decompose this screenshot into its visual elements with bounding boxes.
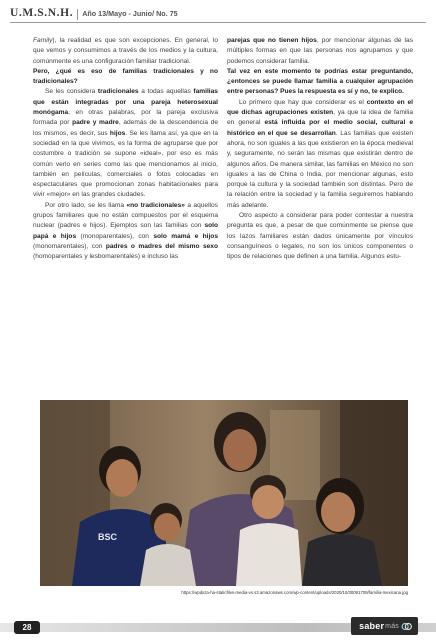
right-paragraph-3: Otro aspecto a considerar para poder contestar a nuestra pregunta es que, a pesar de que comúnmente se piense que los lazos familiares están dados únicamente por vínculos consanguíneos o legales, no son los únicos componentes o tipos de relaciones que definen a una familia. Algunos estu- [227,212,413,261]
header-separator [77,9,78,20]
right-question-heading: Tal vez en este momento te podrías estar preguntando, ¿entonces se puede llamar familia a cualquier agrupación entre personas? Pues la respuesta es sí y no, te explico. [227,67,413,96]
page-number: 28 [14,621,40,634]
left-question-heading: Pero, ¿qué es eso de familias tradicionales y no tradicionales? [33,67,218,86]
logo-main-text: saber [359,621,385,631]
journal-brand: U.M.S.N.H. [10,7,74,19]
header-rule [10,22,426,23]
left-paragraph-1: Family), la realidad es que son excepciones. En general, lo que vemos y consumimos a través de los medios y la cultura, comúnmente es una configuración familiar tradicional. [33,37,218,65]
photo-credit: https://wpdicta-ha-staticfiles-media-vs.s3.amazonaws.com/wp-content/uploads/2020/10/30091709/familia-mexicana.jpg [181,590,408,595]
right-paragraph-1: parejas que no tienen hijos, por mencionar algunas de las múltiples formas en que las personas nos agrupamos y que podemos considerar familia. [227,37,413,65]
logo-mark-icon [401,621,412,632]
sabermas-logo [351,617,418,635]
right-column [227,36,413,263]
right-paragraph-2: Lo primero que hay que considerar es el contexto en el que dichas agrupaciones existen, ya que la idea de familia en general está influida por el medio social, cultural e histórico en el que se desarrollan. Las familias que existen ahora, no son iguales a las que existieron en la época medieval y, seguramente, no serán las mismas que existirán dentro de algunos años. De manera similar, las familias en México no son iguales a las de China o India, por mencionar algunas, esto porque la cultura y la sociedad también son distintas. Pero de la relación entre la sociedad y la familia seguiremos hablando más adelante. [227,98,413,209]
logo-sub-text: más [385,622,399,630]
left-paragraph-2: Se les considera tradicionales a todas aquellas familias que están integradas por una pareja heterosexual monógama, en otras palabras, por la pareja exclusiva formada por padre y madre, además de la descendencia de los mismos, es decir, sus hijos. Se les llama así, ya que en la sociedad en la que vivimos, es la forma de agruparse que por costumbre o tradición se supone «ideal», por eso es más común verlo en series como las que mencionamos al inicio, también en películas, comerciales o fotos colocadas en espectaculares que promocionan zonas habitacionales para vivir «mejor» en las grandes ciudades. [33,88,218,199]
shirt-logo-text: BSC [98,532,118,542]
left-paragraph-3: Por otro lado, se les llama «no tradicionales» a aquellos grupos familiares que no están compuestos por el esquema nuclear (padres e hijos). Ejemplos son las familias con solo papá e hijos (monoparentales), con solo mamá e hijos (monomarentales), con padres o madres del mismo sexo (homoparentales y lesbomarentales) e incluso las [33,201,219,261]
family-photo [40,400,408,586]
left-column [33,36,218,263]
issue-info: Año 13/Mayo - Junio/ No. 75 [82,9,178,18]
page-header [10,7,178,21]
